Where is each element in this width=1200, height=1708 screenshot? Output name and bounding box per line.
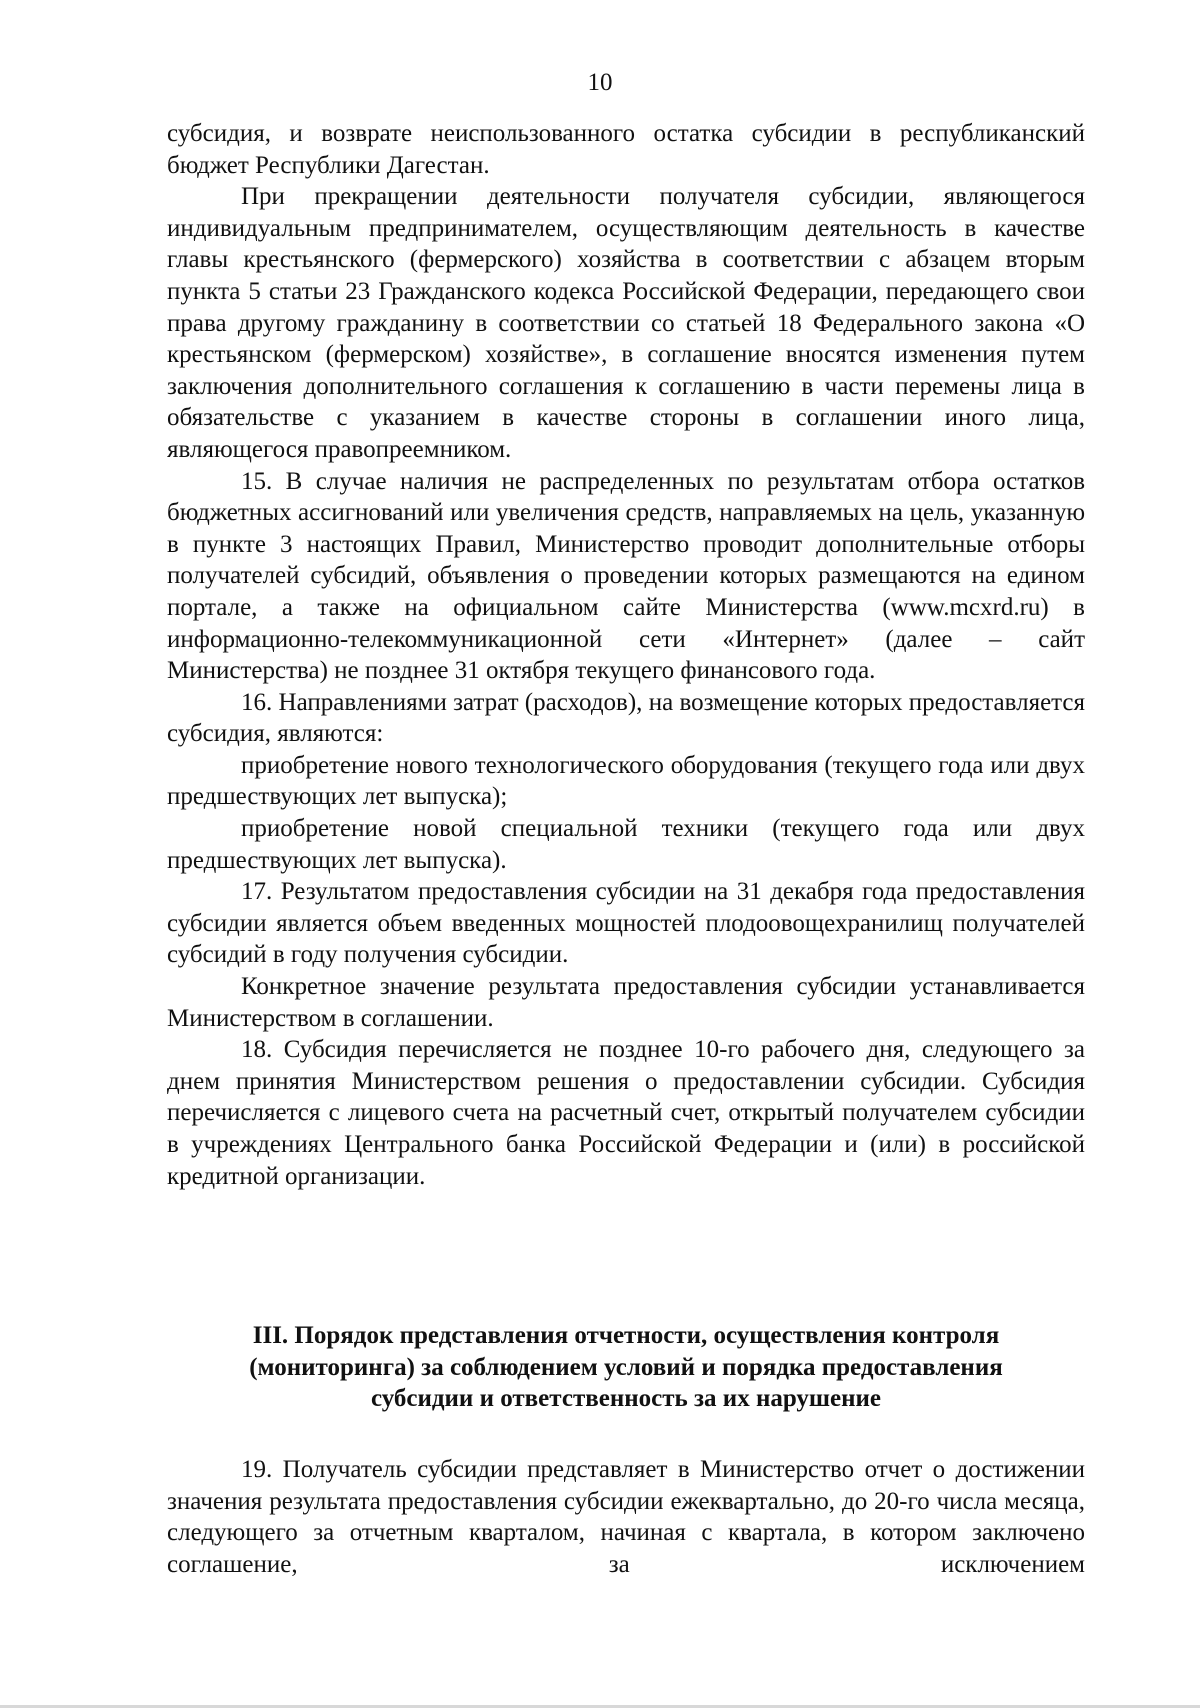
paragraph-17: 17. Результатом предоставления субсидии на 31 декабря года предоставления субсидии является объем введенных мощностей плодоовощехранилищ получателей субсидий в году получения субсидии. — [167, 878, 1085, 969]
paragraph-17-result-value: Конкретное значение результата предоставления субсидии устанавливается Министерством в соглашении. — [167, 973, 1085, 1032]
body-text-bottom — [167, 1454, 1085, 1580]
paragraph-16-item-equipment: приобретение нового технологического оборудования (текущего года или двух предшествующих лет выпуска); — [167, 751, 1085, 811]
paragraph-continuation: субсидия, и возврате неиспользованного остатка субсидии в республиканский бюджет Республики Дагестан. — [167, 120, 1085, 179]
paragraph-16: 16. Направлениями затрат (расходов), на возмещение которых предоставляется субсидия, являются: — [167, 688, 1085, 748]
paragraph-termination-of-activity: При прекращении деятельности получателя субсидии, являющегося индивидуальным предпринимателем, осуществляющим деятельность в качестве главы крестьянского (фермерского) хозяйства в соответствии с абзацем вторым пункта 5 статьи 23 Гражданского кодекса Российской Федерации, передающего свои права другому гражданину в соответствии со статьей 18 Федерального закона «О крестьянском (фермерском) хозяйстве», в соглашение вносятся изменения путем заключения дополнительного соглашения к соглашению в части перемены лица в обязательстве с указанием в качестве стороны в соглашении иного лица, являющегося правопреемником. — [167, 183, 1085, 463]
section-heading-line-3: субсидии и ответственность за их нарушение — [370, 1385, 882, 1413]
section-heading-line-1: III. Порядок представления отчетности, осуществления контроля — [252, 1322, 1000, 1349]
paragraph-19: 19. Получатель субсидии представляет в Министерство отчет о достижении значения результата предоставления субсидии ежеквартально, до 20-го числа месяца, следующего за отчетным кварталом, начиная с квартала, в котором заключено соглашение, за исключением — [167, 1456, 1085, 1578]
page-number: 10 — [587, 69, 613, 96]
paragraph-15: 15. В случае наличия не распределенных по результатам отбора остатков бюджетных ассигнований или увеличения средств, направляемых на цель, указанную в пункте 3 настоящих Правил, Министерство проводит дополнительные отборы получателей субсидий, объявления о проведении которых размещаются на едином портале, а также на официальном сайте Министерства (www.mcxrd.ru) в информационно-телекоммуникационной сети «Интернет» (далее – сайт Министерства) не позднее 31 октября текущего финансового года. — [167, 467, 1085, 685]
section-heading-line-2: (мониторинга) за соблюдением условий и порядка предоставления — [249, 1353, 1003, 1381]
section-heading — [167, 1320, 1085, 1415]
paragraph-16-item-machinery: приобретение новой специальной техники (текущего года или двух предшествующих лет выпуска). — [167, 815, 1085, 874]
body-text-top — [167, 118, 1085, 1192]
paragraph-18: 18. Субсидия перечисляется не позднее 10-го рабочего дня, следующего за днем принятия Министерством решения о предоставлении субсидии. Субсидия перечисляется с лицевого счета на расчетный счет, открытый получателем субсидии в учреждениях Центрального банка Российской Федерации и (или) в российской кредитной организации. — [167, 1036, 1085, 1190]
